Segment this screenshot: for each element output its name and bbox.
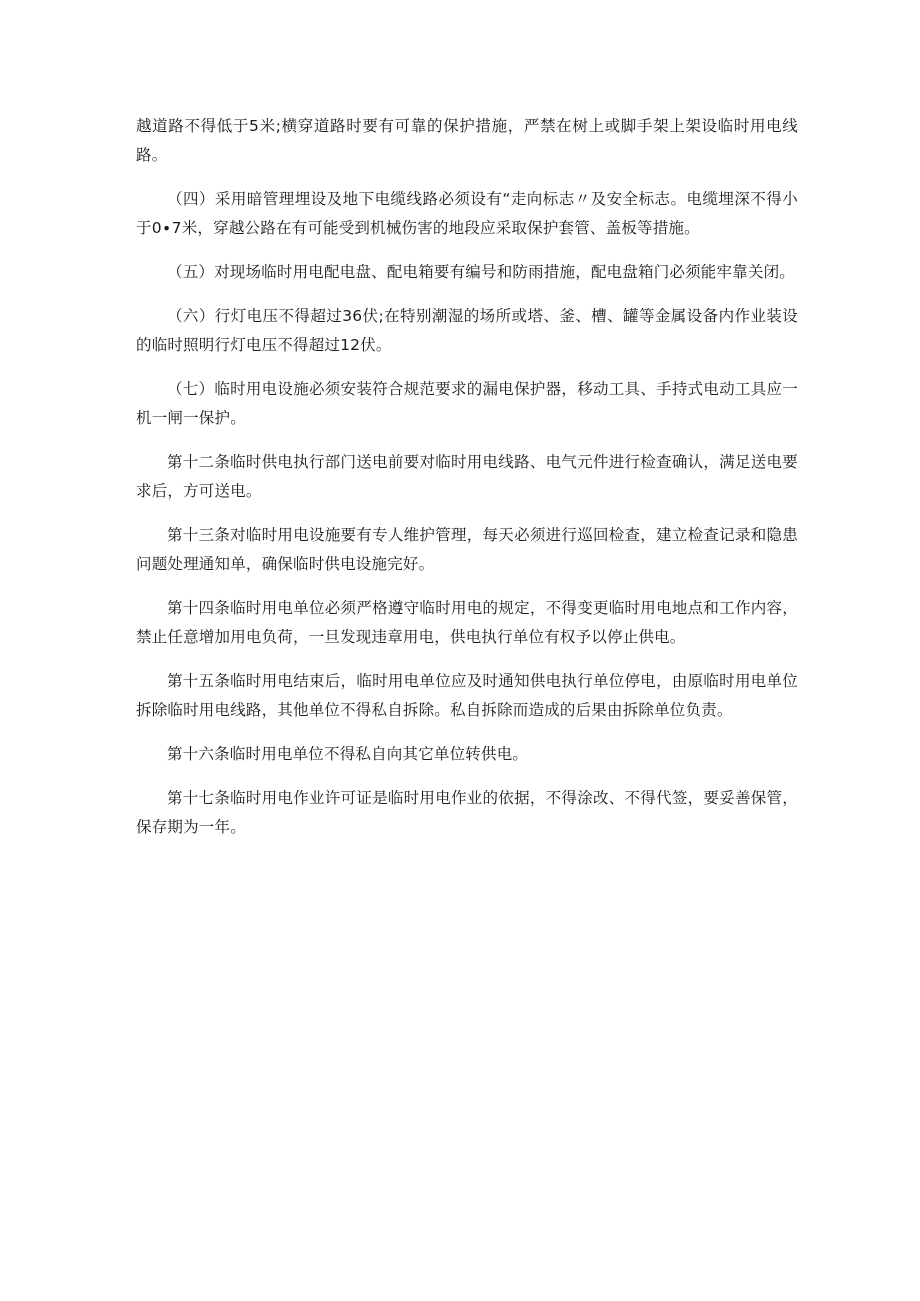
paragraph-item-4: （四）采用暗管理埋设及地下电缆线路必须设有“走向标志〃及安全标志。电缆埋深不得小于0∙7米，穿越公路在有可能受到机械伤害的地段应采取保护套管、盖板等措施。 [136, 190, 798, 237]
document-body [136, 112, 798, 857]
paragraph-item-6: （六）行灯电压不得超过36伏;在特别潮湿的场所或塔、釜、槽、罐等金属设备内作业装设的临时照明行灯电压不得超过12伏。 [136, 307, 798, 354]
paragraph-item-7: （七）临时用电设施必须安装符合规范要求的漏电保护器，移动工具、手持式电动工具应一机一闸一保护。 [136, 380, 798, 427]
paragraph-article-15: 第十五条临时用电结束后，临时用电单位应及时通知供电执行单位停电，由原临时用电单位拆除临时用电线路，其他单位不得私自拆除。私自拆除而造成的后果由拆除单位负责。 [136, 672, 798, 719]
paragraph-item-5: （五）对现场临时用电配电盘、配电箱要有编号和防雨措施，配电盘箱门必须能牢靠关闭。 [167, 263, 796, 281]
paragraph-article-12: 第十二条临时供电执行部门送电前要对临时用电线路、电气元件进行检查确认，满足送电要求后，方可送电。 [136, 453, 798, 500]
paragraph-article-13: 第十三条对临时用电设施要有专人维护管理，每天必须进行巡回检查，建立检查记录和隐患问题处理通知单，确保临时供电设施完好。 [136, 526, 798, 573]
paragraph-continuation: 越道路不得低于5米;横穿道路时要有可靠的保护措施，严禁在树上或脚手架上架设临时用电线路。 [136, 117, 798, 164]
paragraph-article-14: 第十四条临时用电单位必须严格遵守临时用电的规定，不得变更临时用电地点和工作内容，禁止任意增加用电负荷，一旦发现违章用电，供电执行单位有权予以停止供电。 [136, 599, 798, 646]
paragraph-article-16: 第十六条临时用电单位不得私自向其它单位转供电。 [167, 745, 529, 763]
paragraph-article-17: 第十七条临时用电作业许可证是临时用电作业的依据，不得涂改、不得代签，要妥善保管，保存期为一年。 [136, 789, 798, 836]
